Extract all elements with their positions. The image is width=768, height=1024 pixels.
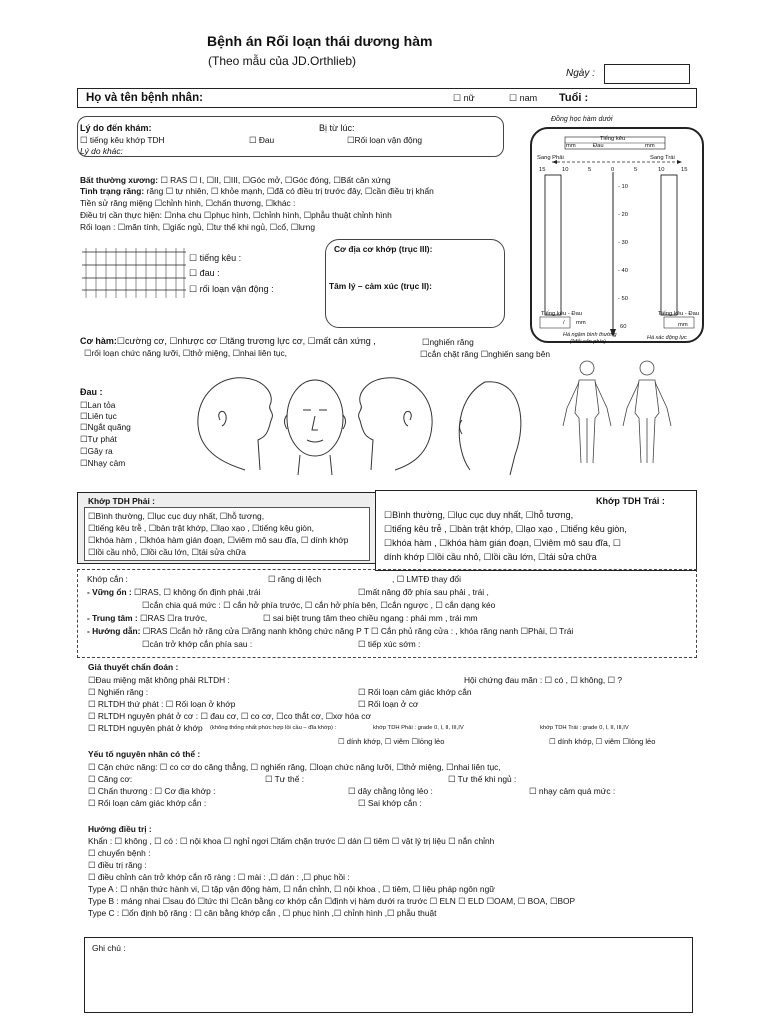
female-checkbox[interactable]: ☐ nữ — [453, 93, 475, 103]
reason-other-label: Lý do khác: — [80, 146, 123, 156]
causes-hypersensitive: ☐ nhạy cảm quá mức : — [529, 786, 616, 796]
symptom-pain[interactable]: ☐ đau : — [189, 268, 220, 278]
date-field[interactable] — [604, 64, 690, 84]
muscle-line-2b: ☐cắn chặt răng ☐nghiến sang bên — [420, 349, 551, 359]
diagnosis-title: Giả thuyết chẩn đoán : — [88, 662, 179, 672]
muscle-line-1: Cơ hàm:☐cường cơ, ☐nhược cơ ☐tăng trương lực cơ, ☐mất cân xứng , — [80, 336, 376, 346]
head-diagrams — [190, 370, 530, 482]
tmj-right-line: ☐tiếng kêu trễ , ☐bản trật khớp, ☐lạo xạo , ☐tiếng kêu giòn, — [88, 523, 314, 533]
occlusion-center-2: ☐ sai biệt trung tâm theo chiều ngang : phải mm , trái mm — [263, 613, 478, 623]
occlusion-early-contact: ☐ tiếp xúc sớm : — [358, 639, 421, 649]
treatment-line: ☐ điều trị răng : — [88, 860, 147, 870]
occlusion-label: Khớp cắn : — [87, 574, 128, 584]
jaw-bottom-caption-1: Há ngậm bình thường — [563, 332, 617, 338]
symptom-grid — [82, 248, 186, 300]
diagnosis-note: (không thống nhất phức hợp lồi cầu – đĩa khớp) : — [210, 725, 337, 731]
pain-item[interactable]: ☐Liên tục — [80, 411, 117, 421]
tmj-left-line: ☐tiếng kêu trễ , ☐bản trật khớp, ☐lạo xạo , ☐tiếng kêu giòn, — [384, 524, 627, 534]
age-label: Tuổi : — [559, 92, 589, 104]
reason-click-option[interactable]: ☐ tiếng kêu khớp TDH — [80, 135, 165, 145]
jaw-bottom-mm-right: mm — [678, 322, 688, 328]
causes-line: ☐ Cận chức năng: ☐ co cơ do căng thẳng, ☐ nghiến răng, ☐loạn chức năng lưỡi, ☐thở miệng, ☐nhai liên tục, — [88, 762, 501, 772]
pain-item[interactable]: ☐Lan tỏa — [80, 400, 116, 410]
tmj-right-inner — [84, 507, 370, 561]
occlusion-line-3: ☐cắn chia quá mức : ☐ cắn hở phía trước, ☐ cắn hở phía bên, ☐cắn ngược , ☐ cắn dạng kéo — [142, 600, 496, 610]
jaw-box-mm-left: mm — [566, 143, 576, 149]
causes-line: ☐ Chấn thương : ☐ Cơ địa khớp : — [88, 786, 216, 796]
axis-box — [325, 239, 505, 328]
diagnosis-chronic-pain: Hội chứng đau mãn : ☐ có , ☐ không, ☐ ? — [464, 675, 623, 685]
jaw-scale-y: - 30 — [618, 240, 628, 246]
tmj-right-line: ☐lồi cầu nhỏ, ☐lồi cầu lớn, ☐tái sửa chữa — [88, 547, 246, 557]
body-diagrams — [557, 358, 682, 468]
jaw-box-sublabel: Đau — [593, 143, 604, 149]
history-teeth-line: Tình trạng răng: răng ☐ tự nhiên, ☐ khỏe mạnh, ☐đã có điều trị trước đây, ☐cần điều trị khẩn — [80, 186, 434, 196]
diagnosis-joint-right: ☐ dính khớp, ☐ viêm ☐lỏng lẻo — [338, 737, 445, 746]
patient-row — [77, 88, 697, 108]
treatment-title: Hướng điều trị : — [88, 824, 152, 834]
causes-sleep-posture: ☐ Tư thế khi ngủ : — [448, 774, 517, 784]
muscle-line-2: ☐rối loạn chức năng lưỡi, ☐thở miệng, ☐nhai liên tục, — [84, 348, 288, 358]
jaw-scale-tick: 10 — [562, 167, 569, 173]
reason-motion-option[interactable]: ☐Rối loạn vận động — [347, 135, 423, 145]
occlusion-center: - Trung tâm : ☐RAS ☐ra trước, — [87, 613, 208, 623]
diagnosis-joint-left: ☐ dính khớp, ☐ viêm ☐lỏng lẻo — [549, 737, 656, 746]
date-label: Ngày : — [566, 68, 595, 79]
causes-title: Yếu tố nguyên nhân có thể : — [88, 749, 201, 759]
jaw-bottom-right-label: Tiếng kêu - Đau — [658, 311, 700, 317]
axis-3-label: Cơ địa cơ khớp (trục III): — [334, 244, 433, 254]
causes-line: ☐ Rối loạn cảm giác khớp cắn : — [88, 798, 207, 808]
occlusion-lmtd: , ☐ LMTĐ thay đổi — [392, 574, 461, 584]
jaw-box-mm-right: mm — [645, 143, 655, 149]
jaw-bottom-mm-left: mm — [576, 320, 586, 326]
jaw-scale-tick: 15 — [539, 167, 546, 173]
page-title: Bệnh án Rối loạn thái dương hàm — [207, 33, 433, 49]
tmj-right-title: Khớp TDH Phải : — [88, 496, 155, 506]
diagnosis-grade-right: khớp TDH Phải : grade 0, I, II, III,IV — [373, 725, 464, 731]
jaw-scale-y: - 50 — [618, 296, 628, 302]
diagnosis-line: ☐ RLTDH thứ phát : ☐ Rối loạn ở khớp — [88, 699, 236, 709]
jaw-left-label: Sang Phải — [537, 155, 564, 161]
treatment-line: ☐ điều chỉnh cản trở khớp cắn rõ ràng : ☐ mài : ,☐ dán : ,☐ phục hồi : — [88, 872, 350, 882]
jaw-scale-tick: 0 — [611, 167, 615, 173]
occlusion-misalign: ☐ răng dị lệch — [268, 574, 322, 584]
history-treatment-line: Điều trị cần thực hiện: ☐nha chu ☐phục hình, ☐chỉnh hình, ☐phẫu thuật chỉnh hình — [80, 210, 392, 220]
page-subtitle: (Theo mẫu của JD.Orthlieb) — [208, 54, 357, 68]
occlusion-box — [77, 569, 697, 658]
jaw-bottom-caption-2: (*đổi cấn phía) — [570, 339, 606, 345]
treatment-line: Type B : máng nhai ☐sau đó ☐tức thì ☐cân bằng cơ khớp cắn ☐định vị hàm dưới ra trước ☐ ELN ☐ ELD ☐OAM, ☐ BOA, ☐BOP — [88, 896, 576, 906]
pain-item[interactable]: ☐Gây ra — [80, 446, 113, 456]
reason-label: Lý do đến khám: — [80, 123, 152, 133]
axis-2-label: Tâm lý – cảm xúc (trục II): — [329, 281, 432, 291]
male-checkbox[interactable]: ☐ nam — [509, 93, 538, 103]
occlusion-stable-2: ☐mất nâng đỡ phía sau phải , trái , — [358, 587, 489, 597]
occlusion-stable: - Vững ổn : ☐RAS, ☐ không ổn định phải ,trái — [87, 587, 261, 597]
patient-name-label: Họ và tên bệnh nhân: — [86, 92, 203, 104]
jaw-bottom-right-caption: Há xác động lực — [647, 335, 687, 341]
jaw-scale-tick: 10 — [658, 167, 665, 173]
jaw-scale-y: - 20 — [618, 212, 628, 218]
tmj-left-line: dính khớp ☐lồi cầu nhỏ, ☐lồi cầu lớn, ☐tái sửa chữa — [384, 552, 597, 562]
causes-malocclusion: ☐ Sai khớp cắn : — [358, 798, 422, 808]
reason-pain-option[interactable]: ☐ Đau — [249, 135, 275, 145]
jaw-right-label: Sang Trái — [650, 155, 675, 161]
jaw-scale-y: 60 — [620, 324, 627, 330]
causes-posture: ☐ Tư thế : — [265, 774, 305, 784]
pain-item[interactable]: ☐Nhạy cảm — [80, 458, 126, 468]
since-label: Bị từ lúc: — [319, 123, 355, 133]
diagnosis-line: ☐ RLTDH nguyên phát ở cơ : ☐ đau cơ, ☐ co cơ, ☐co thắt cơ, ☐xơ hóa cơ — [88, 711, 371, 721]
jaw-bottom-slash: / — [563, 320, 565, 326]
diagnosis-line: ☐Đau miệng mặt không phải RLTDH : — [88, 675, 230, 685]
tmj-left-box — [375, 490, 697, 571]
history-bone-line: Bất thường xương: ☐ RAS ☐ I, ☐II, ☐III, ☐Góc mở, ☐Góc đóng, ☐Bất cân xứng — [80, 175, 391, 185]
occlusion-guide: - Hướng dẫn: ☐RAS ☐cắn hở răng cửa ☐răng nanh không chức năng P T ☐ Cắn phủ răng cửa : , khóa răng nanh ☐Phải, ☐ Trái — [87, 626, 574, 636]
symptom-motion[interactable]: ☐ rối loạn vận động : — [189, 284, 274, 294]
occlusion-interference: ☐cản trở khớp cắn phía sau : — [142, 639, 253, 649]
diagnosis-line-b: ☐ Rối loạn ở cơ — [358, 699, 419, 709]
tmj-right-box — [77, 492, 377, 564]
muscle-line-1b: ☐nghiến răng — [422, 337, 474, 347]
history-disorder-line: Rối loạn : ☐mãn tính, ☐giấc ngủ, ☐tư thế khi ngủ, ☐cổ, ☐lưng — [80, 222, 315, 232]
pain-item[interactable]: ☐Ngắt quãng — [80, 422, 131, 432]
jaw-scale-tick: 15 — [681, 167, 688, 173]
treatment-line: Khẩn : ☐ không , ☐ có : ☐ nội khoa ☐ nghỉ ngơi ☐tấm chặn trước ☐ dán ☐ tiêm ☐ vật lý trị liệu ☐ nắn chỉnh — [88, 836, 495, 846]
jaw-box-label: Tiếng kêu — [600, 136, 626, 142]
jaw-scale-tick: 5 — [634, 167, 638, 173]
diagnosis-grade-left: khớp TDH Trái : grade 0, I, II, III,IV — [540, 725, 629, 731]
diagnosis-line: ☐ Nghiến răng : — [88, 687, 149, 697]
jaw-scale-y: - 40 — [618, 268, 628, 274]
causes-ligament: ☐ dây chằng lỏng lẻo : — [348, 786, 433, 796]
treatment-line: Type A : ☐ nhận thức hành vi, ☐ tập vận động hàm, ☐ nắn chỉnh, ☐ nội khoa , ☐ tiêm, ☐ liệu pháp ngôn ngữ — [88, 884, 495, 894]
causes-line: ☐ Căng cơ: — [88, 774, 133, 784]
tmj-left-title: Khớp TDH Trái : — [596, 496, 665, 506]
jaw-scale-tick: 5 — [588, 167, 592, 173]
pain-item[interactable]: ☐Tự phát — [80, 434, 117, 444]
treatment-line: Type C : ☐ổn định bộ răng : ☐ cân bằng khớp cắn , ☐ phục hình ,☐ chỉnh hình ,☐ phẫu thuật — [88, 908, 437, 918]
history-dental-line: Tiền sử răng miệng ☐chỉnh hình, ☐chấn thương, ☐khác : — [80, 198, 296, 208]
jaw-bottom-left-label: Tiếng kêu - Đau — [541, 311, 583, 317]
jaw-scale-y: - 10 — [618, 184, 628, 190]
notes-box[interactable] — [84, 937, 693, 1013]
diagnosis-line-b: ☐ Rối loạn cảm giác khớp cắn — [358, 687, 472, 697]
tmj-left-line: ☐khóa hàm , ☐khóa hàm gián đoạn, ☐viêm mô sau đĩa, ☐ — [384, 538, 621, 548]
tmj-right-line: ☐Bình thường, ☐lục cục duy nhất, ☐hỗ tương, — [88, 511, 265, 521]
notes-label: Ghi chú : — [92, 943, 126, 953]
symptom-click[interactable]: ☐ tiếng kêu : — [189, 253, 242, 263]
tmj-left-line: ☐Bình thường, ☐lục cục duy nhất, ☐hỗ tương, — [384, 510, 574, 520]
reason-box — [77, 116, 504, 157]
diagnosis-line: ☐ RLTDH nguyên phát ở khớp — [88, 723, 203, 733]
pain-title: Đau : — [80, 387, 103, 397]
tmj-right-line: ☐khóa hàm , ☐khóa hàm gián đoạn, ☐viêm mô sau đĩa, ☐ dính khớp — [88, 535, 349, 545]
treatment-line: ☐ chuyển bệnh : — [88, 848, 151, 858]
jaw-chart-title: Đồng học hàm dưới — [551, 116, 613, 123]
